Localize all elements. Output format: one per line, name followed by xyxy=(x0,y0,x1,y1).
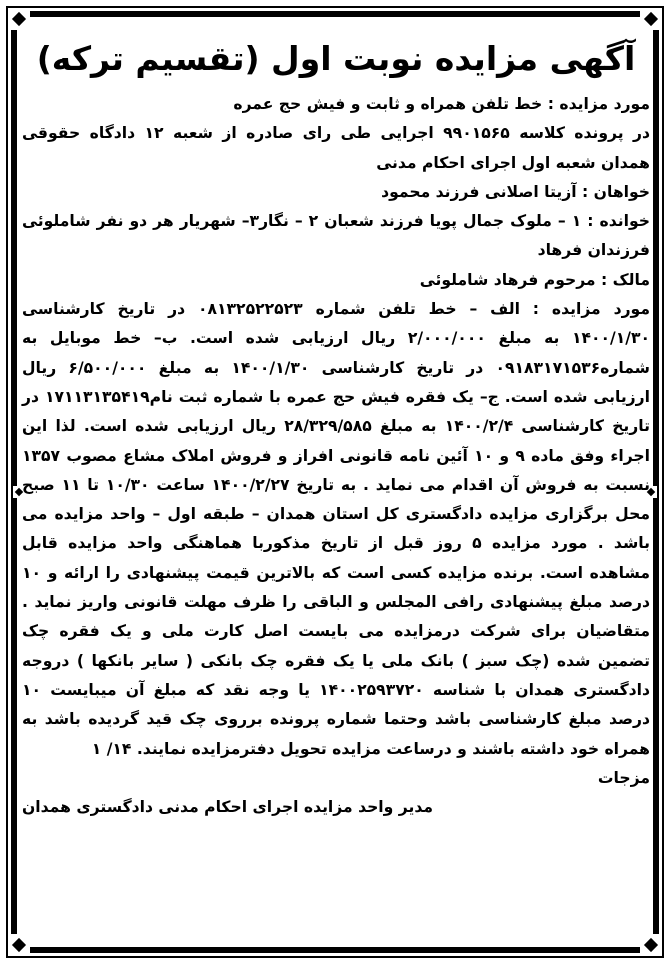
signature-name: مزجات xyxy=(597,768,650,787)
signature-position: مدیر واحد مزایده اجرای احکام مدنی دادگستری همدان xyxy=(22,798,433,817)
auction-subject: مورد مزایده : خط تلفن همراه و ثابت و فیش حج عمره xyxy=(233,95,650,113)
signature-block xyxy=(22,764,650,823)
corner-ornament-icon xyxy=(640,8,662,30)
notice-body xyxy=(22,90,650,764)
notice-content xyxy=(22,30,650,945)
notice-title: آگهی مزایده نوبت اول (تقسیم ترکه) xyxy=(36,39,636,78)
auction-details: مورد مزایده : الف – خط تلفن شماره ۰۸۱۳۲۵۲۲۵۲۳ در تاریخ کارشناسی ۱۴۰۰/۱/۳۰ به مبلغ ۲/۰۰۰/۰۰۰ ریال ارزیابی شده است. ب– خط موبایل به شماره۰۹۱۸۳۱۷۱۵۳۶ در تاریخ کارشناسی ۱۴۰۰/۱/۳۰ به مبلغ ۶/۵۰۰/۰۰۰ ریال ارزیابی شده است. ج– یک فقره فیش حج عمره با شماره ثبت نام۱۷۱۱۳۱۳۵۴۱۹ در تاریخ کارشناسی ۱۴۰۰/۲/۴ به مبلغ ۲۸/۳۲۹/۵۸۵ ریال ارزیابی شده است. لذا این اجراء وفق ماده ۹ و ۱۰ آئین نامه قانونی افراز و فروش املاک مشاع مصوب ۱۳۵۷ نسبت به فروش آن اقدام می نماید . به تاریخ ۱۴۰۰/۲/۲۷ ساعت ۱۰/۳۰ تا ۱۱ صبح محل برگزاری مزایده دادگستری کل استان همدان – طبقه اول – واحد مزایده می باشد . مورد مزایده ۵ روز قبل از تاریخ مذکوربا هماهنگی واحد مزایده قابل مشاهده است. برنده مزایده کسی است که بالاترین قیمت پیشنهادی را ارائه و ۱۰ درصد مبلغ پیشنهادی رافی المجلس و الباقی را ظرف مهلت قانونی واریز نماید . متقاضیان برای شرکت درمزایده می بایست اصل کارت ملی و یک فقره چک تضمین شده (چک سبز ) بانک ملی یا یک فقره چک بانکی ( سایر بانکها ) دروجه دادگستری همدان با شناسه ۱۴۰۰۲۵۹۳۷۲۰ یا وجه نقد که مبلغ آن میبایست ۱۰ درصد مبلغ کارشناسی باشد وحتما شماره پرونده برروی چک قید گردیده باشد به همراه خود داشته باشند و درساعت مزایده تحویل دفترمزایده نمایند. ۱۴/ ۱ xyxy=(22,300,650,758)
owner: مالک : مرحوم فرهاد شاملوئی xyxy=(419,270,650,289)
case-reference: در پرونده کلاسه ۹۹۰۱۵۶۵ اجرایی طی رای صادره از شعبه ۱۲ دادگاه حقوقی همدان شعبه اول اجرای احکام مدنی xyxy=(22,124,650,172)
plaintiff: خواهان : آزیتا اصلانی فرزند محمود xyxy=(381,182,650,201)
defendants: خوانده : ۱ – ملوک جمال پویا فرزند شعبان ۲ – نگار۳– شهریار هر دو نفر شاملوئی فرزندان فرهاد xyxy=(22,212,650,260)
corner-ornament-icon xyxy=(8,8,30,30)
